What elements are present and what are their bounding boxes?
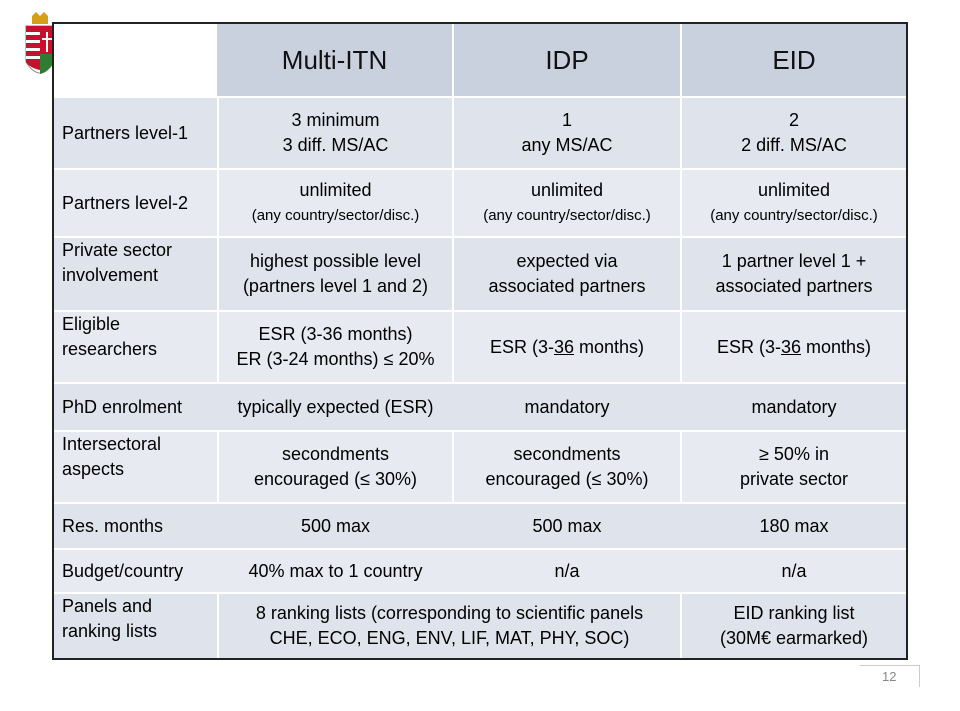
cell-multi-itn (219, 312, 452, 382)
cell-eid (682, 98, 906, 168)
page-number: 12 (882, 669, 897, 684)
row-label (54, 594, 217, 658)
cell-text: 8 ranking lists (corresponding to scientific panels (255, 603, 644, 623)
cell-eid (682, 432, 906, 502)
row-label: Budget/country (62, 560, 184, 581)
cell-text: (any country/sector/disc.) (710, 207, 878, 224)
page-divider (860, 665, 920, 666)
row-label (54, 312, 217, 382)
table-row (54, 168, 906, 236)
table-row (54, 592, 906, 658)
label-line: Panels and (62, 596, 153, 616)
row-label: Partners level-2 (62, 192, 189, 213)
row-label: Partners level-1 (62, 122, 189, 143)
cell-eid (682, 238, 906, 310)
cell-eid: mandatory (751, 396, 837, 417)
row-label (54, 238, 217, 310)
cell-idp: ESR (3- 36 months) (489, 336, 645, 357)
row-label (54, 432, 217, 502)
cell-text: highest possible level (249, 251, 422, 271)
cell-idp (454, 170, 680, 236)
cell-text: ER (3-24 months) ≤ 20% (236, 349, 435, 369)
cell-text: ESR (3-36 months) (258, 324, 413, 344)
cell-text: unlimited (299, 180, 372, 200)
cell-multi-itn (219, 170, 452, 236)
page-divider (919, 665, 920, 687)
cell-idp (454, 238, 680, 310)
label-line: Intersectoral (62, 434, 162, 454)
greater-equal-icon: ≥ (759, 444, 769, 464)
cell-text: 3 diff. MS/AC (282, 135, 389, 155)
cell-multi-itn-idp (219, 594, 680, 658)
cell-eid: n/a (781, 560, 807, 581)
cell-multi-itn (219, 238, 452, 310)
table-row (54, 96, 906, 168)
table-row (54, 548, 906, 592)
label-line: aspects (62, 459, 125, 479)
cell-idp: 500 max (532, 515, 602, 536)
cell-text: (partners level 1 and 2) (242, 276, 429, 296)
table-row (54, 502, 906, 548)
table-row (54, 310, 906, 382)
cell-text: expected via (516, 251, 618, 271)
label-line: involvement (62, 265, 159, 285)
cell-text: (any country/sector/disc.) (483, 207, 651, 224)
label-line: ranking lists (62, 621, 158, 641)
cell-text: 1 (561, 110, 572, 130)
cell-text: unlimited (530, 180, 604, 200)
cell-text: secondments (513, 444, 621, 464)
cell-text: associated partners (715, 276, 873, 296)
cell-text: associated partners (488, 276, 646, 296)
cell-text: CHE, ECO, ENG, ENV, LIF, MAT, PHY, SOC) (269, 628, 630, 648)
label-line: Private sector (62, 240, 173, 260)
cell-text: 3 minimum (291, 110, 380, 130)
table-row (54, 236, 906, 310)
cell-eid: ESR (3- 36 months) (716, 336, 872, 357)
header-eid: EID (772, 44, 816, 75)
cell-text: 1 partner level 1 + (721, 251, 867, 271)
cell-text: unlimited (757, 180, 831, 200)
label-line: researchers (62, 339, 158, 359)
cell-text: EID ranking list (733, 603, 855, 623)
cell-eid (682, 170, 906, 236)
cell-text: (any country/sector/disc.) (251, 207, 420, 224)
cell-text: ≥ 50% in (759, 444, 829, 464)
cell-text: 2 diff. MS/AC (741, 135, 847, 155)
cell-idp (454, 432, 680, 502)
cell-text: secondments (281, 444, 390, 464)
cell-multi-itn: 500 max (300, 515, 371, 536)
cell-text: (30M€ earmarked) (719, 628, 869, 648)
table-row (54, 382, 906, 430)
header-idp: IDP (545, 44, 589, 75)
row-label: PhD enrolment (62, 396, 183, 417)
cell-eid (682, 594, 906, 658)
cell-idp (454, 98, 680, 168)
cell-eid: 180 max (759, 515, 829, 536)
cell-text: any MS/AC (521, 135, 613, 155)
cell-idp: mandatory (524, 396, 610, 417)
cell-multi-itn (219, 98, 452, 168)
cell-text: private sector (739, 469, 849, 489)
row-label: Res. months (62, 515, 164, 536)
less-equal-icon: ≤ (383, 349, 394, 369)
cell-multi-itn: 40% max to 1 country (248, 560, 423, 581)
cell-text: encouraged (≤ 30%) (253, 469, 417, 489)
cell-multi-itn (219, 432, 452, 502)
comparison-table (52, 22, 908, 660)
cell-idp: n/a (554, 560, 580, 581)
table-row (54, 430, 906, 502)
header-multi-itn: Multi-ITN (281, 44, 388, 75)
cell-text: 2 (788, 110, 799, 130)
cell-text: encouraged (≤ 30%) (485, 469, 649, 489)
cell-multi-itn: typically expected (ESR) (237, 396, 434, 417)
less-equal-icon: ≤ (360, 469, 370, 489)
label-line: Eligible (62, 314, 121, 334)
less-equal-icon: ≤ (591, 469, 602, 489)
